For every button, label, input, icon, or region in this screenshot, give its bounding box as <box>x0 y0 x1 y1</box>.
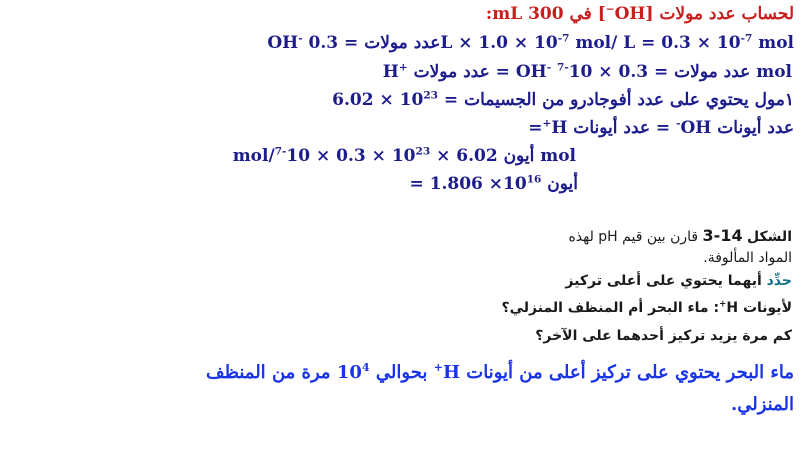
figure-question-line-1 <box>565 273 792 289</box>
calc-line-7: أيون = $1.806 \times 10^{16}$ <box>409 173 578 194</box>
calc-line-1: لحساب عدد مولات [OH−] في 300 mL: <box>485 3 794 24</box>
calc-line-2: OH- عدد مولات = $0.3L \times 1.0 \times 10^{-7}$ mol/ $L = 0.3 \times 10^{-7}$ mol <box>267 32 794 53</box>
calc-line-3: H+ عدد مولات = OH- عدد مولات = $0.3 \times 10^{-7}$ mol <box>382 61 792 82</box>
figure-caption-line-2 <box>703 250 792 266</box>
figure-caption-line-1 <box>568 226 792 245</box>
figure-question-line-3 <box>535 328 792 344</box>
figure-number: 3-14 <box>702 226 743 245</box>
figure-caption-1: قارن بين قيم pH لهذه <box>568 229 699 245</box>
calc-line-6: mol/أيون $6.02 \times 10^{23} \times 0.3 \times 10^{-7}$ mol <box>232 145 576 166</box>
question-3: كم مرة يزيد تركيز أحدهما على الآخر؟ <box>535 328 792 344</box>
question-verb: حدِّد <box>766 273 792 289</box>
question-1: أيهما يحتوي على أعلى تركيز <box>565 273 767 289</box>
calc-line-4: ١مول يحتوي على عدد أفوجادرو من الجسيمات = $10^{23} \times 6.02$ <box>332 89 794 110</box>
figure-question-line-2: لأيونات H+: ماء البحر أم المنظف المنزلي؟ <box>501 299 792 316</box>
calc-line-1-pre: لحساب عدد مولات [OH <box>614 4 794 24</box>
calc-line-1-post: ] في 300 mL: <box>485 4 606 24</box>
figure-caption-2: المواد المألوفة. <box>703 250 792 266</box>
answer-line-1: ماء البحر يحتوي على تركيز أعلى من أيونات H+ بحوالي $10^4$ مرة من المنظف <box>205 361 794 383</box>
figure-label: الشكل <box>747 229 792 245</box>
calc-line-5: عدد أيونات OH- = عدد أيونات H+= <box>528 117 794 138</box>
answer-line-2: المنزلي. <box>730 394 794 415</box>
